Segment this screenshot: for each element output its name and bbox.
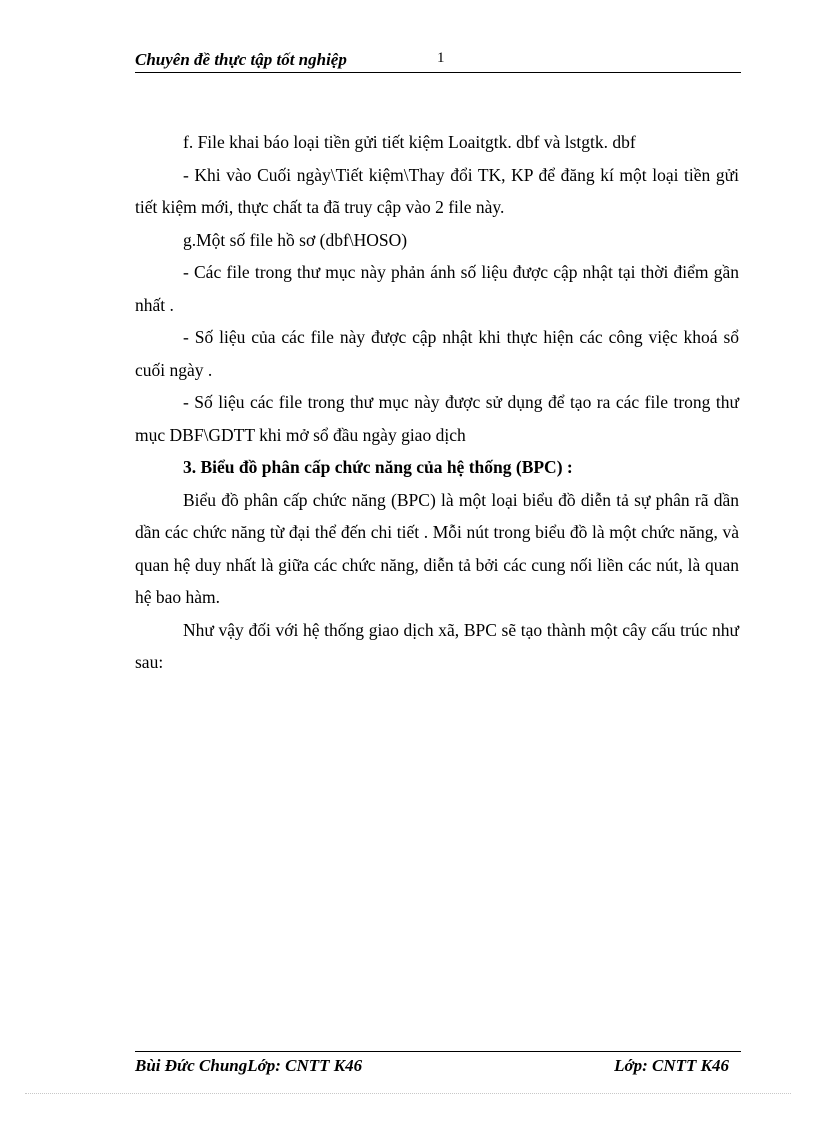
paragraph: f. File khai báo loại tiền gửi tiết kiệm Loaitgtk. dbf và lstgtk. dbf bbox=[183, 132, 636, 152]
paragraph: - Khi vào Cuối ngày\Tiết kiệm\Thay đổi TK, KP để đăng kí một loại tiền gửi tiết kiệm mới, thực chất ta đã truy cập vào 2 file này. bbox=[135, 164, 739, 217]
footer-class: Lớp: CNTT K46 bbox=[614, 1056, 729, 1075]
paragraph: - Các file trong thư mục này phản ánh số liệu được cập nhật tại thời điểm gần nhất . bbox=[135, 262, 739, 315]
paragraph: - Số liệu các file trong thư mục này được sử dụng để tạo ra các file trong thư mục DBF\GDTT khi mở sổ đầu ngày giao dịch bbox=[135, 392, 739, 445]
page-number: 1 bbox=[437, 50, 445, 66]
page-edge-divider bbox=[25, 1093, 791, 1094]
paragraph: Như vậy đối với hệ thống giao dịch xã, BPC sẽ tạo thành một cây cấu trúc như sau: bbox=[135, 619, 739, 672]
paragraph: Biểu đồ phân cấp chức năng (BPC) là một loại biểu đồ diễn tả sự phân rã dần dần các chức năng từ đại thể đến chi tiết . Mỗi nút trong biểu đồ là một chức năng, và quan hệ duy nhất là giữa các chức năng, diễn tả bởi các cung nối liền các nút, là quan hệ bao hàm. bbox=[135, 489, 739, 607]
paragraph: - Số liệu của các file này được cập nhật khi thực hiện các công việc khoá sổ cuối ngày . bbox=[135, 327, 739, 380]
footer-author: Bùi Đức ChungLớp: CNTT K46 bbox=[135, 1056, 363, 1075]
page-footer bbox=[135, 1051, 741, 1080]
paragraph: g.Một số file hồ sơ (dbf\HOSO) bbox=[183, 229, 408, 250]
page-header bbox=[135, 48, 741, 73]
header-title: Chuyên đề thực tập tốt nghiệp bbox=[135, 50, 347, 69]
section-heading: 3. Biểu đồ phân cấp chức năng của hệ thống (BPC) : bbox=[183, 457, 573, 477]
document-body bbox=[135, 126, 739, 679]
